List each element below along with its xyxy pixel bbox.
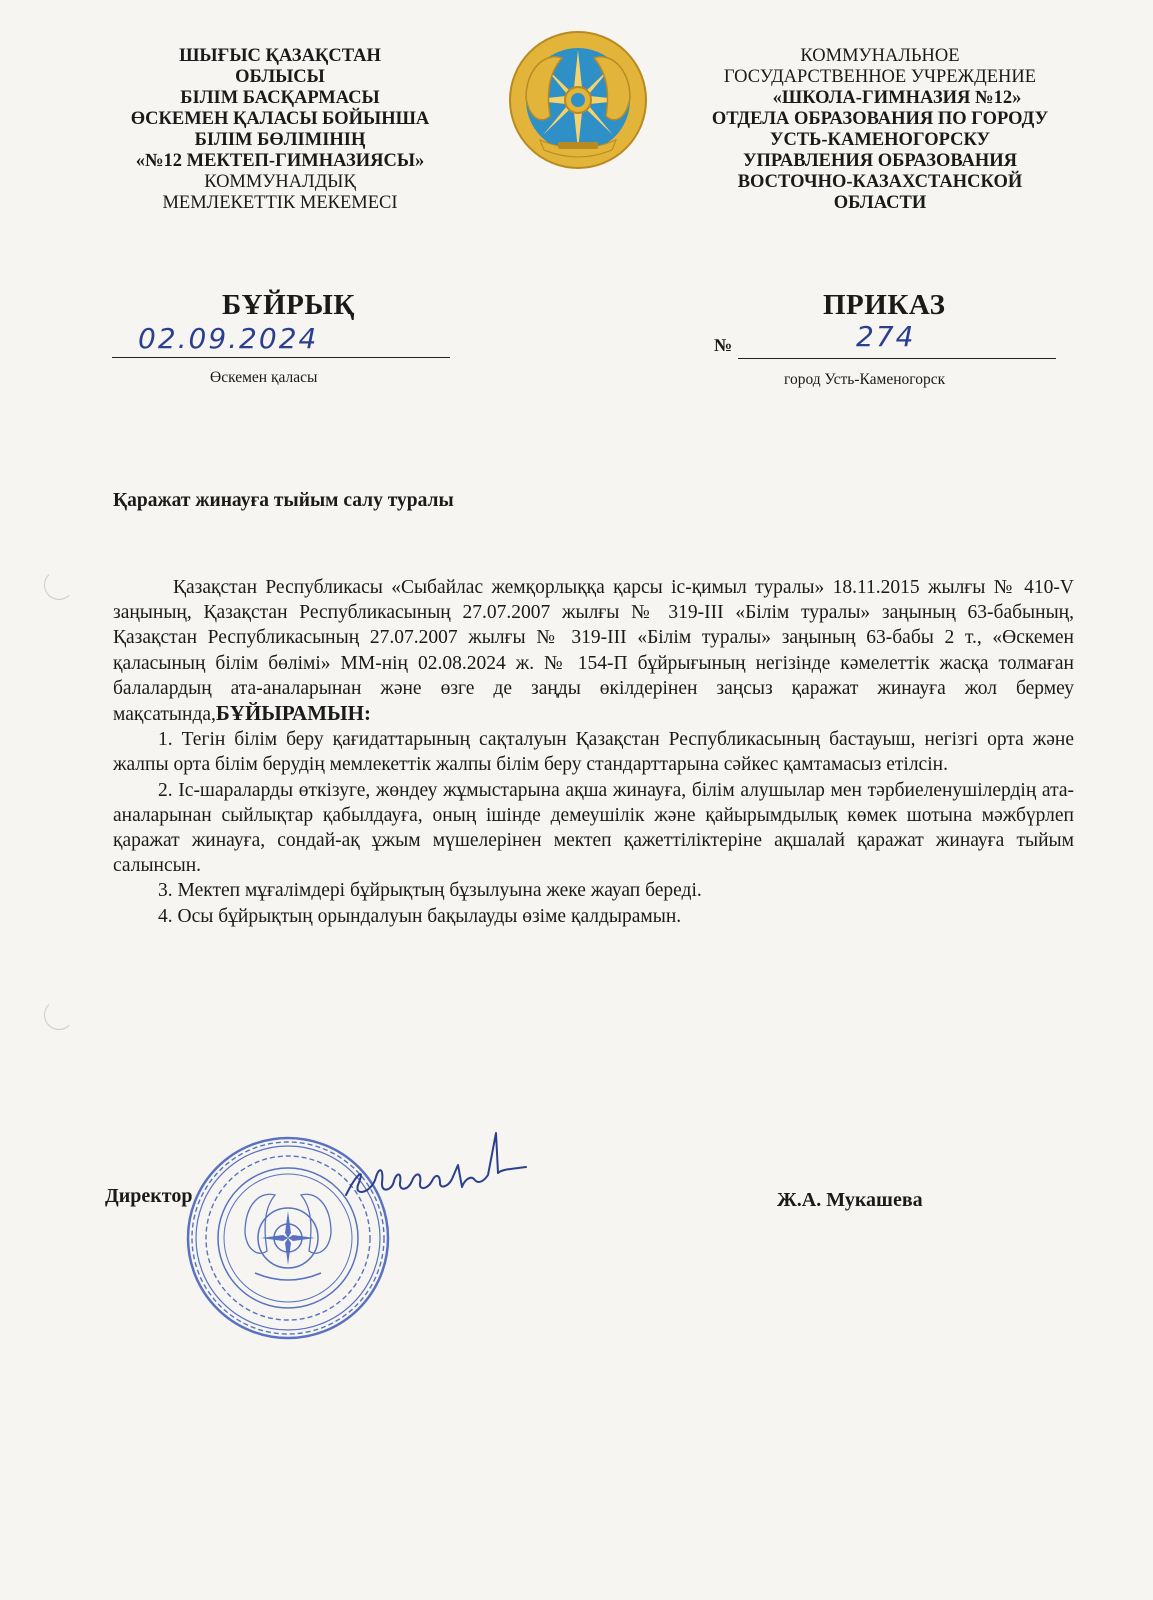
header-ru-line: КОММУНАЛЬНОЕ (800, 46, 960, 66)
city-russian: город Усть-Каменогорск (784, 371, 946, 388)
preamble-paragraph (113, 575, 1074, 727)
date-underline (112, 357, 450, 358)
header-kz-line: КОММУНАЛДЫҚ (204, 172, 356, 192)
header-ru-line: УПРАВЛЕНИЯ ОБРАЗОВАНИЯ (742, 151, 1018, 171)
header-kz-line: ОБЛЫСЫ (235, 67, 325, 87)
header-kz-line: БІЛІМ БӨЛІМІНІҢ (194, 130, 366, 150)
signatory-role: Директор (105, 1185, 193, 1207)
header-ru-line: ОТДЕЛА ОБРАЗОВАНИЯ ПО ГОРОДУ (711, 109, 1049, 129)
order-number-handwritten: 274 (856, 320, 916, 353)
director-signature (336, 1125, 536, 1225)
header-kz-line: БІЛІМ БАСҚАРМАСЫ (180, 88, 380, 108)
punch-hole-mark (44, 1000, 74, 1030)
decree-word: БҰЙЫРАМЫН: (215, 701, 371, 726)
order-item: 1. Тегін білім беру қағидаттарының сақталуын Қазақстан Республикасының бастауыш, негізгі орта және жалпы орта білім берудің мемлекеттік жалпы білім беру стандарттарына сәйкес қамтамасыз етілсін. (113, 729, 1074, 776)
header-russian (670, 46, 1090, 214)
header-kz-line: «№12 МЕКТЕП-ГИМНАЗИЯСЫ» (135, 151, 425, 171)
header-kz-line: ӨСКЕМЕН ҚАЛАСЫ БОЙЫНША (130, 109, 430, 129)
order-item: 4. Осы бұйрықтың орындалуын бақылауды өзіме қалдырамын. (158, 905, 682, 927)
order-subject: Қаражат жинауға тыйым салу туралы (113, 490, 454, 511)
header-ru-line: «ШКОЛА-ГИМНАЗИЯ №12» (772, 88, 1022, 108)
order-number-sign: № (714, 335, 733, 355)
order-item: 3. Мектеп мұғалімдері бұйрықтың бұзылуына жеке жауап береді. (158, 880, 702, 902)
header-ru-line: ОБЛАСТИ (833, 193, 927, 213)
header-kz-line: ШЫҒЫС ҚАЗАҚСТАН (179, 46, 381, 66)
order-title-kazakh: БҰЙРЫҚ (222, 289, 355, 321)
number-underline (738, 358, 1056, 359)
header-kz-line: МЕМЛЕКЕТТІК МЕКЕМЕСІ (162, 193, 398, 213)
header-kazakh (100, 46, 460, 214)
order-title-russian: ПРИКАЗ (823, 289, 946, 321)
order-body (113, 575, 1074, 929)
order-date-handwritten: 02.09.2024 (138, 322, 319, 355)
header-ru-line: ВОСТОЧНО-КАЗАХСТАНСКОЙ (737, 172, 1023, 192)
kazakhstan-emblem-icon (506, 28, 650, 172)
punch-hole-mark (44, 570, 74, 600)
order-item: 2. Іс-шараларды өткізуге, жөндеу жұмыстарына ақша жинауға, білім алушылар мен тәрбиеленушілердің ата-аналарынан сыйлықтар қабылдауға, оның ішінде демеушілік және қайырымдылық көмек шотына мәжбүрлеп қаражат жинауға, сондай-ақ ұжым мүшелерінен мектеп қажеттіліктеріне ақшалай қаражат жинауға тыйым салынсын. (113, 779, 1074, 877)
header-ru-line: УСТЬ-КАМЕНОГОРСКУ (769, 130, 991, 150)
city-kazakh: Өскемен қаласы (210, 369, 318, 386)
header-ru-line: ГОСУДАРСТВЕННОЕ УЧРЕЖДЕНИЕ (723, 67, 1037, 87)
signatory-name: Ж.А. Мукашева (777, 1189, 923, 1211)
preamble-text: Қазақстан Республикасы «Сыбайлас жемқорлыққа қарсы іс-қимыл туралы» 18.11.2015 жылғы № 410-V заңының, Қазақстан Республикасының 27.07.2007 жылғы № 319-III «Білім туралы» заңының 63-бабының, Қазақстан Республикасының 27.07.2007 жылғы № 319-III «Білім туралы» заңының 63-бабы 2 т., «Өскемен қаласының білім бөлімі» ММ-нің 02.08.2024 ж. № 154-П бұйрығының негізінде кәмелеттік жасқа толмаған балалардың ата-аналарынан және өзге де заңды өкілдерінен заңсыз қаражат жинауға жол бермеу мақсатында, (113, 577, 1074, 726)
